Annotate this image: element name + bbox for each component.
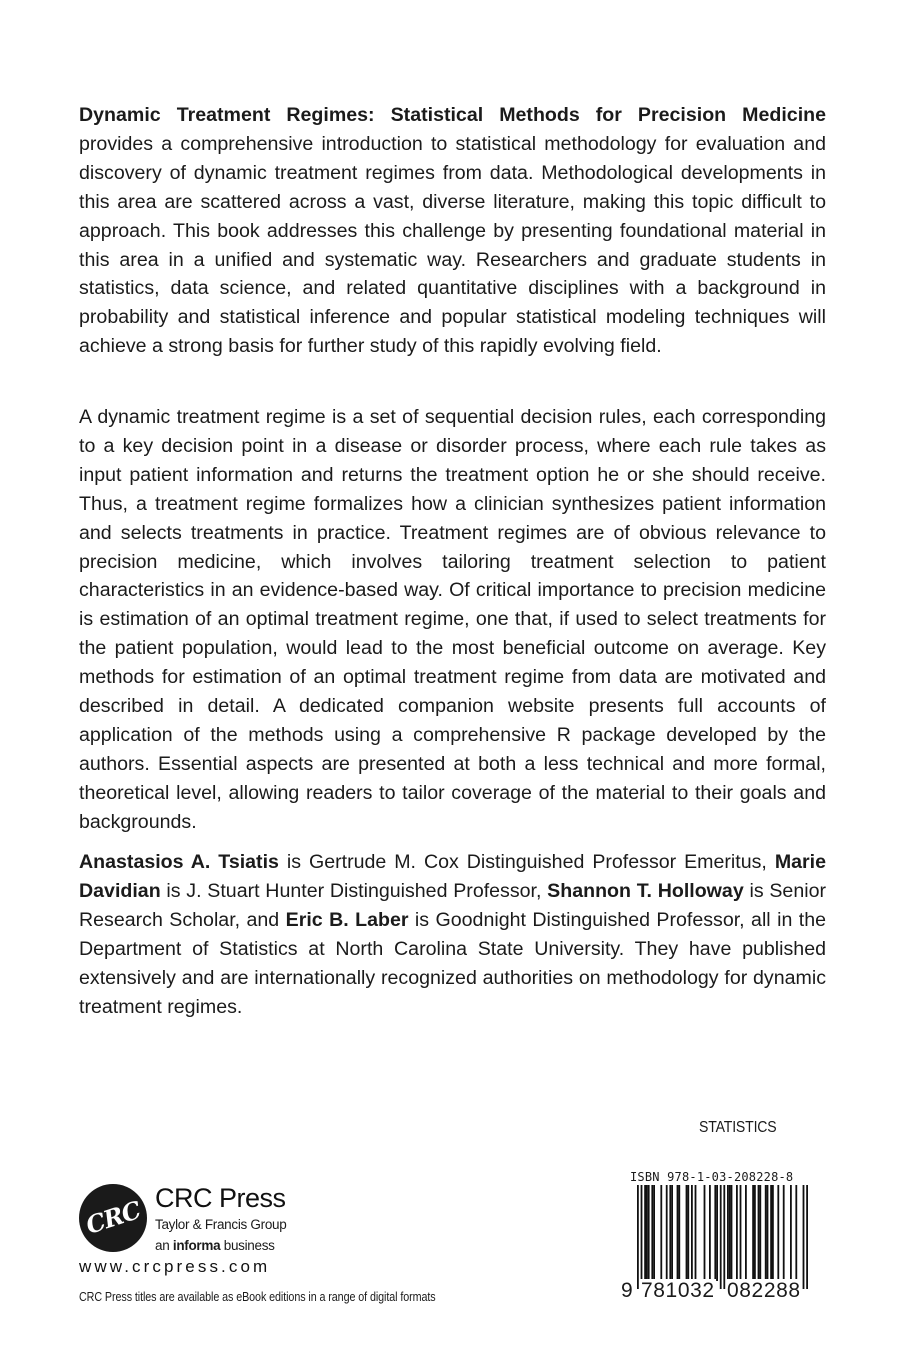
ean-right-group: 082288 [727, 1279, 801, 1302]
barcode-bar [731, 1185, 733, 1281]
barcode-bar [765, 1185, 767, 1281]
author-bio: is Senior Research Scholar, and [79, 879, 826, 931]
barcode-bar [709, 1185, 711, 1281]
author-name: Marie Davidian [79, 851, 826, 902]
barcode-bar [772, 1185, 774, 1281]
intro-text: provides a comprehensive introduction to statistical methodology for evaluation and discovery of dynamic treatment regimes from data. Methodological developments in this area are scattered across a vast, diverse literature, making this topic difficult to approach. This book addresses this challenge by presenting foundational material in this area in a unified and systematic way. Researchers and graduate students in statistics, data science, and related quantitative disciplines with a background in probability and statistical inference and popular statistical modeling techniques will achieve a strong basis for further study of this rapidly evolving field. [79, 132, 826, 358]
barcode-bar [686, 1185, 688, 1281]
publisher-url: www.crcpress.com [79, 1257, 271, 1276]
barcode-bar [714, 1185, 716, 1281]
publisher-name: CRC Press [155, 1183, 286, 1213]
barcode-bar [803, 1185, 805, 1289]
authors-paragraph [79, 848, 826, 1021]
barcode-bar [767, 1185, 769, 1281]
barcode-bar [729, 1185, 731, 1281]
crc-logo-icon [79, 1184, 147, 1252]
barcode-bar [770, 1185, 772, 1281]
barcode-bar [687, 1185, 689, 1281]
barcode-bar [783, 1185, 785, 1281]
barcode-bar [669, 1185, 671, 1281]
barcode-bar [716, 1185, 718, 1281]
author-name: Shannon T. Holloway [547, 879, 744, 902]
informa-prefix: an [155, 1238, 173, 1253]
barcode-bar [660, 1185, 662, 1281]
author-name: Eric B. Laber [285, 908, 409, 931]
publisher-informa-line [155, 1238, 275, 1253]
author-bio: is Goodnight Distinguished Professor, all in the Department of Statistics at North Carolina State University. They have published extensively and are internationally recognized authorities on methodology for dynamic treatment regimes. [79, 908, 827, 1018]
barcode-bar [648, 1185, 650, 1281]
barcode-bar [727, 1185, 729, 1281]
barcode-bar [777, 1185, 779, 1281]
barcode-bar [752, 1185, 754, 1281]
isbn-label: ISBN 978-1-03-208228-8 [630, 1170, 794, 1184]
barcode-bar [691, 1185, 693, 1281]
publisher-group: Taylor & Francis Group [155, 1217, 287, 1232]
description-text: A dynamic treatment regime is a set of sequential decision rules, each corresponding to a key decision point in a disease or disorder process, where each rule takes as input patient information and returns the treatment option he or she should receive. Thus, a treatment regime formalizes how a clinician synthesizes patient information and selects treatments in practice. Treatment regimes are of obvious relevance to precision medicine, which involves tailoring treatment selection to patient characteristics in an evidence-based way. Of critical importance to precision medicine is estimation of an optimal treatment regime, one that, if used to select treatments for the patient population, would lead to the most beneficial outcome on average. Key methods for estimation of an optimal treatment regime from data are motivated and described in detail. A dedicated companion website presents full accounts of application of the methods using a comprehensive R package developed by the authors. Essential aspects are presented at both a less technical and more formal, theoretical level, allowing readers to tailor coverage of the material to their goals and backgrounds. [79, 406, 826, 833]
barcode-bar [795, 1185, 797, 1281]
barcode-bar [651, 1185, 653, 1281]
barcode-bar [671, 1185, 673, 1281]
isbn-barcode [621, 1167, 817, 1321]
ebook-note: CRC Press titles are available as eBook editions in a range of digital formats [79, 1290, 436, 1304]
barcode-bar [677, 1185, 679, 1281]
barcode-bar [637, 1185, 639, 1289]
barcode-bar [666, 1185, 668, 1281]
barcode-bar [695, 1185, 697, 1281]
book-title: Dynamic Treatment Regimes: Statistical Methods for Precision Medicine [79, 104, 826, 126]
barcode-bar [644, 1185, 646, 1281]
barcode-bar [723, 1185, 725, 1289]
intro-paragraph [79, 101, 826, 361]
barcode-bar [678, 1185, 680, 1281]
ean-first-digit: 9 [621, 1279, 633, 1302]
barcode-bar [653, 1185, 655, 1281]
barcode-bar [641, 1185, 643, 1289]
ean-left-group: 781032 [641, 1279, 715, 1302]
informa-suffix: business [220, 1238, 275, 1253]
barcode-bar [745, 1185, 747, 1281]
author-bio: is J. Stuart Hunter Distinguished Professor, [160, 879, 548, 902]
author-bio: is Gertrude M. Cox Distinguished Professor Emeritus, [278, 851, 775, 873]
barcode-bar [704, 1185, 706, 1281]
author-name: Anastasios A. Tsiatis [79, 851, 279, 873]
subject-category: STATISTICS [699, 1119, 777, 1136]
barcode-bar [646, 1185, 648, 1281]
logo-lettering: CRC [82, 1195, 144, 1240]
barcode-bar [720, 1185, 722, 1289]
barcode-bar [740, 1185, 742, 1281]
description-paragraph [79, 403, 826, 837]
barcode-bar [758, 1185, 760, 1281]
barcode-bar [759, 1185, 761, 1281]
informa-bold: informa [172, 1238, 221, 1253]
barcode-bar [790, 1185, 792, 1281]
barcode-bar [806, 1185, 808, 1289]
barcode-bar [754, 1185, 756, 1281]
barcode-bar [736, 1185, 738, 1281]
